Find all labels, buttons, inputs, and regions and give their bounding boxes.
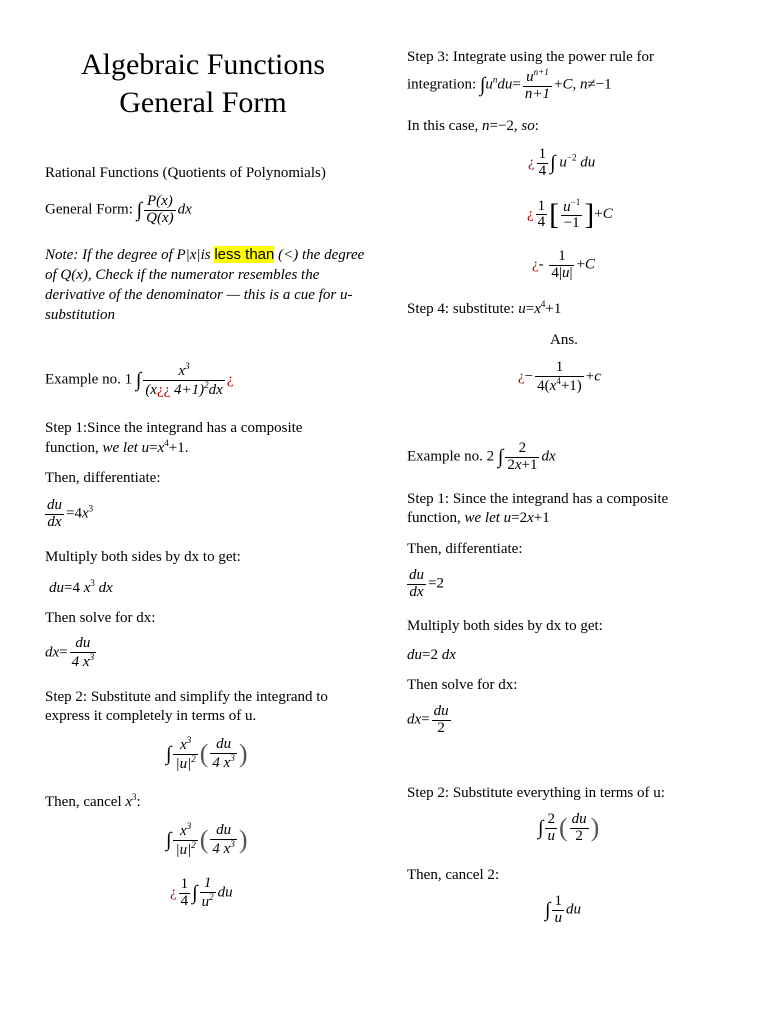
ex1-simplified: ¿- $\frac{1}{4|u|}$ +C bbox=[532, 248, 595, 281]
ex2-du-eq: du=2 dx bbox=[407, 647, 456, 663]
ex1-dx-eq: dx= $\frac{du}{4 x^3}$ bbox=[45, 635, 95, 670]
ex1-simplified-integral: ¿ $\frac{1}{4}$ ∫ $\frac{1}{u^2}$ du bbox=[170, 875, 233, 910]
ex2-substituted-integral: ∫ $\frac{2}{u}$ ( $\frac{du}{2}$ ) bbox=[538, 811, 600, 844]
example-1-label: Example no. 1 bbox=[45, 371, 133, 388]
in-this-case: In this case, n=−2, so: bbox=[407, 118, 539, 134]
ex2-du-dx: $\frac{du}{dx}$ =2 bbox=[409, 567, 444, 600]
page-title bbox=[45, 46, 361, 122]
ex1-step-1: Step 1:Since the integrand has a composite function, we let $u=x^4+1$. bbox=[45, 420, 303, 456]
ex1-then-differentiate: Then, differentiate: bbox=[45, 470, 161, 486]
title-line-1: Algebraic Functions bbox=[80, 48, 326, 81]
ex1-solve-dx: Then solve for dx: bbox=[45, 610, 156, 626]
ex1-quarter-integral: ¿ $\frac{1}{4}$ ∫ $u^{-2}$ du bbox=[528, 146, 596, 179]
ex2-then-differentiate: Then, differentiate: bbox=[407, 541, 523, 557]
highlight-less-than: less than bbox=[214, 246, 275, 263]
ex1-multiply: Multiply both sides by dx to get: bbox=[45, 549, 241, 565]
ex1-substituted-integral: ∫ $\frac{x^3}{|u|^2}$ ( $\frac{du}{4 x^3}$ ) bbox=[166, 735, 248, 772]
ans-label: Ans. bbox=[550, 332, 578, 348]
note-paragraph: Note: If the degree of P|x|is less than (<) the degree of Q(x), Check if the numerator resembles the derivative of the denominator — this is a cue for u-substitution bbox=[45, 246, 365, 323]
ex1-cancel: Then, cancel $x^3$: bbox=[45, 792, 141, 810]
ex2-dx-eq: dx= $\frac{du}{2}$ bbox=[407, 703, 449, 736]
general-form: General Form: ∫ $\frac{P(x)}{Q(x)}$ dx bbox=[45, 193, 192, 226]
power-rule: integration: $\int u^ndu=$ $\frac{u^{n+1}}{n+1}$ +C, n≠−1 bbox=[407, 67, 612, 102]
ex1-integrated: ¿ $\frac{1}{4}$ [ $\frac{u^{-1}}{-1}$ ]+C bbox=[527, 196, 613, 232]
ex1-cancel-integral: ∫ $\frac{x^3}{|u|^2}$ ( $\frac{du}{4 x^3}$ ) bbox=[166, 821, 248, 858]
ex1-du-dx: $\frac{du}{dx}$ $=4x^3$ bbox=[47, 497, 94, 530]
title-line-2: General Form bbox=[119, 86, 287, 119]
step-3: Step 3: Integrate using the power rule for bbox=[407, 49, 655, 65]
ex2-simplified-integral: ∫ $\frac{1}{u}$ du bbox=[545, 893, 581, 926]
step-4: Step 4: substitute: $u=x^4+1$ bbox=[407, 299, 562, 317]
ex1-du-eq: du=4 $x^3$ dx bbox=[49, 578, 113, 596]
example-1: Example no. 1 ∫ $\frac{x^3}{(x¿¿ 4+1)^2dx}$ ¿ bbox=[45, 361, 234, 398]
ex1-step-2: Step 2: Substitute and simplify the integrand to express it completely in terms of u. bbox=[45, 689, 328, 724]
ex2-step-2: Step 2: Substitute everything in terms of u: bbox=[407, 785, 665, 801]
example-2-label: Example no. 2 bbox=[407, 448, 495, 465]
ex1-final-answer: ¿− $\frac{1}{4(x^4+1)}$ +c bbox=[518, 359, 601, 394]
section-heading: Rational Functions (Quotients of Polynomials) bbox=[45, 165, 326, 181]
ex2-step-1: Step 1: Since the integrand has a composite function, we let u=2x+1 bbox=[407, 491, 669, 526]
ex2-cancel: Then, cancel 2: bbox=[407, 867, 500, 883]
example-2: Example no. 2 ∫ $\frac{2}{2x+1}$ dx bbox=[407, 440, 556, 473]
ex2-multiply: Multiply both sides by dx to get: bbox=[407, 618, 603, 634]
general-form-label: General Form: bbox=[45, 201, 133, 218]
ex2-solve-dx: Then solve for dx: bbox=[407, 677, 518, 693]
